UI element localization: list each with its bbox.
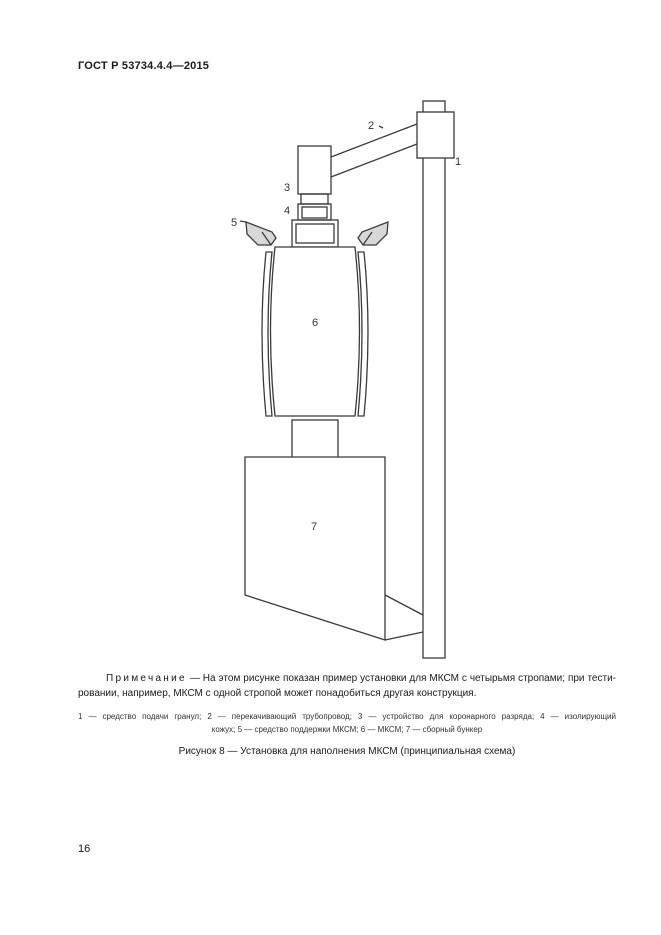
figure-legend — [78, 710, 616, 736]
label-1: 1 — [455, 156, 462, 168]
bag-body — [271, 247, 360, 416]
label-4: 4 — [284, 205, 291, 217]
legend-line-1: 1 — средство подачи гранул; 2 — перекачивающий трубопровод; 3 — устройство для коронарного разряда; 4 — изолирующий — [78, 712, 616, 721]
note-line-2: ровании, например, МКСМ с одной стропой может понадобиться другая конструкция. — [78, 688, 477, 699]
right-hanger-bracket — [358, 222, 388, 245]
label-2: 2 — [368, 120, 375, 132]
label-7: 7 — [311, 521, 318, 533]
figure-caption: Рисунок 8 — Установка для наполнения МКСМ (принципиальная схема) — [178, 746, 516, 757]
feeder-head — [298, 146, 331, 194]
page-number: 16 — [78, 843, 91, 855]
left-hanger-bracket — [246, 222, 276, 245]
bag-neck-inner — [296, 224, 334, 243]
label-5: 5 — [231, 217, 238, 229]
transfer-pipe-bottom — [331, 144, 417, 177]
hopper-outlet-top — [385, 595, 423, 615]
insulating-jacket-inner — [302, 207, 327, 218]
figure-note — [78, 671, 616, 701]
column-clamp — [417, 112, 454, 158]
note-label: Примечание — [106, 673, 187, 684]
label-6: 6 — [312, 317, 319, 329]
support-column — [423, 101, 445, 658]
collection-hopper — [245, 457, 385, 640]
legend-line-2: кожух; 5 — средство поддержки МКСМ; 6 — МКСМ; 7 — сборный бункер — [211, 725, 483, 734]
note-line-1 — [78, 671, 616, 686]
corona-device — [301, 194, 328, 204]
note-text-1: — На этом рисунке показан пример установки для МКСМ с четырьмя стропами; при тести- — [186, 673, 616, 684]
hopper-outlet-bottom — [385, 632, 423, 640]
document-header: ГОСТ Р 53734.4.4—2015 — [78, 60, 210, 72]
label-3: 3 — [284, 182, 291, 194]
